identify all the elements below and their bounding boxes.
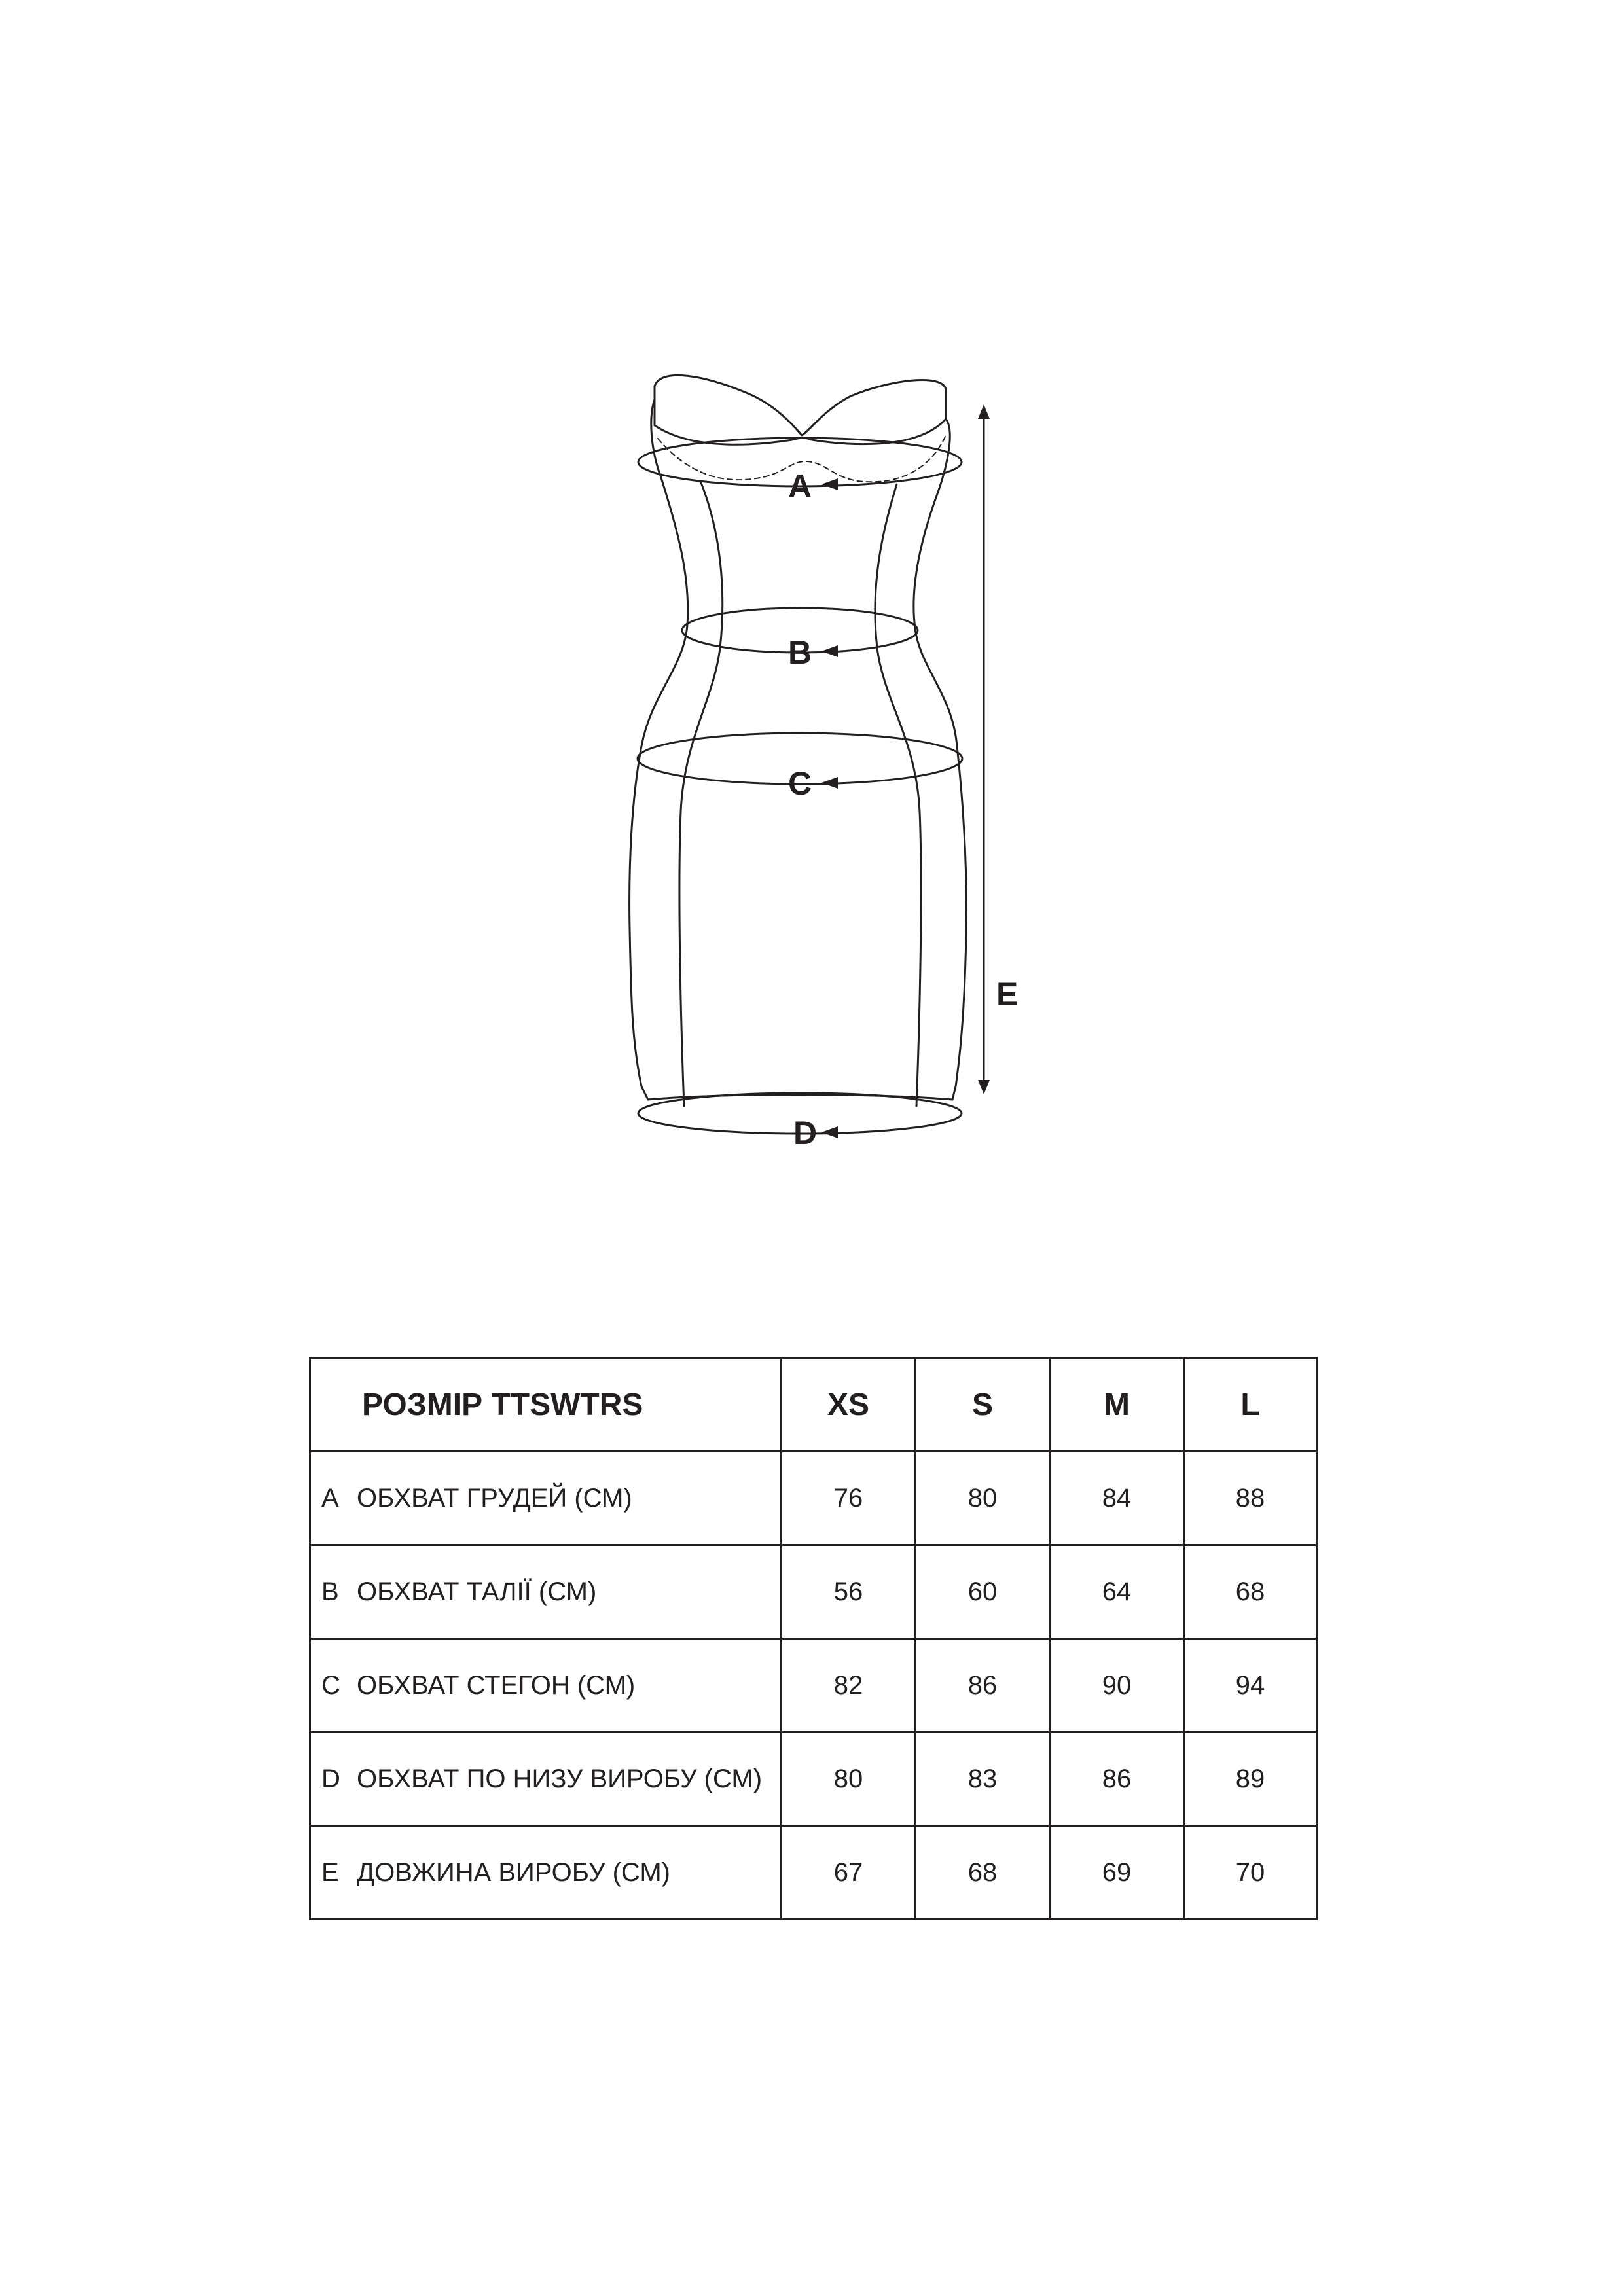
cell-value: 64 [1050, 1545, 1184, 1639]
row-label-text: ОБХВАТ ТАЛІЇ (СМ) [357, 1577, 597, 1606]
cell-value: 82 [782, 1639, 916, 1732]
row-label [310, 1545, 782, 1639]
measure-e-arrowhead-bottom [978, 1080, 990, 1094]
row-label [310, 1452, 782, 1545]
size-header-xs: XS [782, 1358, 916, 1452]
row-label [310, 1732, 782, 1826]
cell-value: 68 [916, 1826, 1050, 1920]
row-letter: C [321, 1670, 340, 1700]
row-label [310, 1826, 782, 1920]
cell-value: 89 [1184, 1732, 1317, 1826]
label-a: A [787, 468, 812, 505]
table-row [310, 1732, 1317, 1826]
measure-a-arrowhead [821, 478, 838, 490]
cell-value: 86 [916, 1639, 1050, 1732]
row-label-text: ОБХВАТ СТЕГОН (СМ) [357, 1670, 636, 1700]
cell-value: 56 [782, 1545, 916, 1639]
bust-top-outline [655, 375, 946, 435]
size-table [309, 1357, 1318, 1920]
cell-value: 88 [1184, 1452, 1317, 1545]
row-label-text: ОБХВАТ ПО НИЗУ ВИРОБУ (СМ) [357, 1764, 763, 1793]
measure-e-arrowhead-top [978, 404, 990, 419]
bust-inner-line [655, 386, 946, 444]
size-header-m: M [1050, 1358, 1184, 1452]
cell-value: 94 [1184, 1639, 1317, 1732]
measure-d-arrowhead [821, 1126, 838, 1138]
dress-left-outline [630, 399, 688, 1100]
cell-value: 60 [916, 1545, 1050, 1639]
cell-value: 67 [782, 1826, 916, 1920]
row-label-text: ДОВЖИНА ВИРОБУ (СМ) [357, 1857, 670, 1887]
cell-value: 69 [1050, 1826, 1184, 1920]
table-header-row [310, 1358, 1317, 1452]
cell-value: 86 [1050, 1732, 1184, 1826]
table-row [310, 1452, 1317, 1545]
cell-value: 83 [916, 1732, 1050, 1826]
label-d: D [793, 1115, 818, 1151]
cell-value: 80 [916, 1452, 1050, 1545]
table-row [310, 1545, 1317, 1639]
row-letter: E [321, 1857, 339, 1887]
table-row [310, 1826, 1317, 1920]
size-header-s: S [916, 1358, 1050, 1452]
row-label [310, 1639, 782, 1732]
dress-right-seam [875, 484, 921, 1106]
cell-value: 84 [1050, 1452, 1184, 1545]
table-row [310, 1639, 1317, 1732]
label-b: B [787, 634, 812, 671]
label-e: E [996, 976, 1019, 1013]
cell-value: 80 [782, 1732, 916, 1826]
row-label-text: ОБХВАТ ГРУДЕЙ (СМ) [357, 1483, 632, 1513]
size-header-l: L [1184, 1358, 1317, 1452]
row-letter: B [321, 1577, 339, 1606]
label-c: C [787, 765, 812, 802]
measure-c-arrowhead [821, 777, 838, 789]
row-letter: D [321, 1764, 340, 1793]
cell-value: 76 [782, 1452, 916, 1545]
table-title: РОЗМІР TTSWTRS [310, 1358, 782, 1452]
cell-value: 70 [1184, 1826, 1317, 1920]
cell-value: 68 [1184, 1545, 1317, 1639]
measure-b-arrowhead [821, 645, 838, 657]
dress-right-outline [914, 419, 967, 1100]
cell-value: 90 [1050, 1639, 1184, 1732]
row-letter: A [321, 1483, 339, 1513]
